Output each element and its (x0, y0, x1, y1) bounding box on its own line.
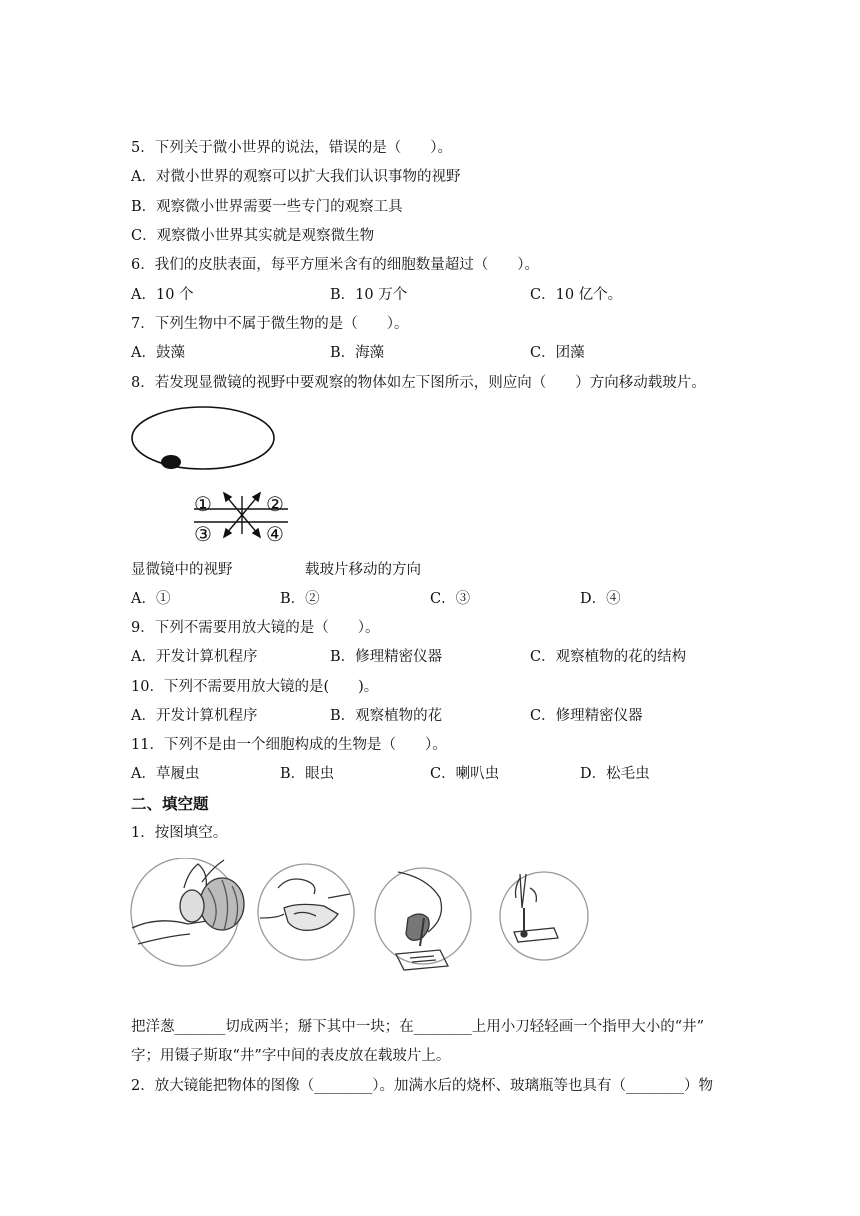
question-11-option-a: A．草履虫 (131, 766, 200, 782)
question-9-option-b: B．修理精密仪器 (330, 649, 443, 665)
question-8-stem: 8．若发现显微镜的视野中要观察的物体如左下图所示，则应向（ ）方向移动载玻片。 (131, 375, 706, 391)
step-tweezer-transfer-illustration (500, 872, 588, 960)
question-10-option-b: B．观察植物的花 (330, 708, 443, 724)
question-6-option-b: B．10 万个 (330, 287, 408, 303)
fill-question-1-text-line1: 把洋葱_______切成两半；掰下其中一块；在________上用小刀轻轻画一个指甲大小的“井” (131, 1019, 705, 1035)
question-10-option-a: A．开发计算机程序 (131, 708, 258, 724)
step-peel-piece-illustration (258, 864, 354, 960)
figure-caption-field-of-view: 显微镜中的视野 (131, 562, 233, 578)
question-6-stem: 6．我们的皮肤表面，每平方厘米含有的细胞数量超过（ ）。 (131, 257, 539, 273)
fill-question-1-text-line2: 字；用镊子斯取“井”字中间的表皮放在载玻片上。 (131, 1048, 451, 1064)
question-6-option-a: A．10 个 (131, 287, 194, 303)
question-7-option-a: A．鼓藻 (131, 345, 185, 361)
question-8-option-c: C．③ (430, 591, 471, 607)
figure-caption-direction: 载玻片移动的方向 (305, 562, 421, 578)
microscope-figure (128, 403, 288, 549)
direction-label-1: ① (194, 492, 212, 516)
field-of-view-ellipse (132, 407, 274, 469)
question-9-option-a: A．开发计算机程序 (131, 649, 258, 665)
fill-question-2-text: 2．放大镜能把物体的图像（________）。加满水后的烧杯、玻璃瓶等也具有（________）物 (131, 1078, 713, 1094)
question-9-option-c: C．观察植物的花的结构 (530, 649, 687, 665)
section-heading: 二、填空题 (131, 795, 209, 813)
direction-label-4: ④ (266, 522, 284, 546)
fill-question-1-stem: 1．按图填空。 (131, 825, 228, 841)
question-10-stem: 10．下列不需要用放大镜的是( )。 (131, 679, 379, 695)
step-cut-onion-illustration (131, 858, 244, 966)
question-5-stem: 5．下列关于微小世界的说法，错误的是（ ）。 (131, 140, 452, 156)
question-5-option-c: C．观察微小世界其实就是观察微生物 (131, 228, 375, 244)
question-6-option-c: C．10 亿个。 (530, 287, 623, 303)
question-5-option-b: B．观察微小世界需要一些专门的观察工具 (131, 199, 403, 215)
question-7-stem: 7．下列生物中不属于微生物的是（ ）。 (131, 316, 409, 332)
question-9-stem: 9．下列不需要用放大镜的是（ ）。 (131, 620, 380, 636)
observed-object-dot (161, 455, 181, 469)
direction-label-2: ② (266, 492, 284, 516)
direction-label-3: ③ (194, 522, 212, 546)
onion-procedure-figure (128, 858, 593, 976)
question-11-stem: 11．下列不是由一个细胞构成的生物是（ ）。 (131, 737, 447, 753)
step-draw-mark-illustration (375, 868, 471, 970)
question-11-option-d: D．松毛虫 (580, 766, 650, 782)
question-5-option-a: A．对微小世界的观察可以扩大我们认识事物的视野 (131, 169, 461, 185)
question-7-option-c: C．团藻 (530, 345, 585, 361)
question-8-option-b: B．② (280, 591, 320, 607)
question-8-option-d: D．④ (580, 591, 621, 607)
question-11-option-c: C．喇叭虫 (430, 766, 500, 782)
question-11-option-b: B．眼虫 (280, 766, 335, 782)
question-7-option-b: B．海藻 (330, 345, 385, 361)
question-10-option-c: C．修理精密仪器 (530, 708, 643, 724)
question-8-option-a: A．① (131, 591, 171, 607)
